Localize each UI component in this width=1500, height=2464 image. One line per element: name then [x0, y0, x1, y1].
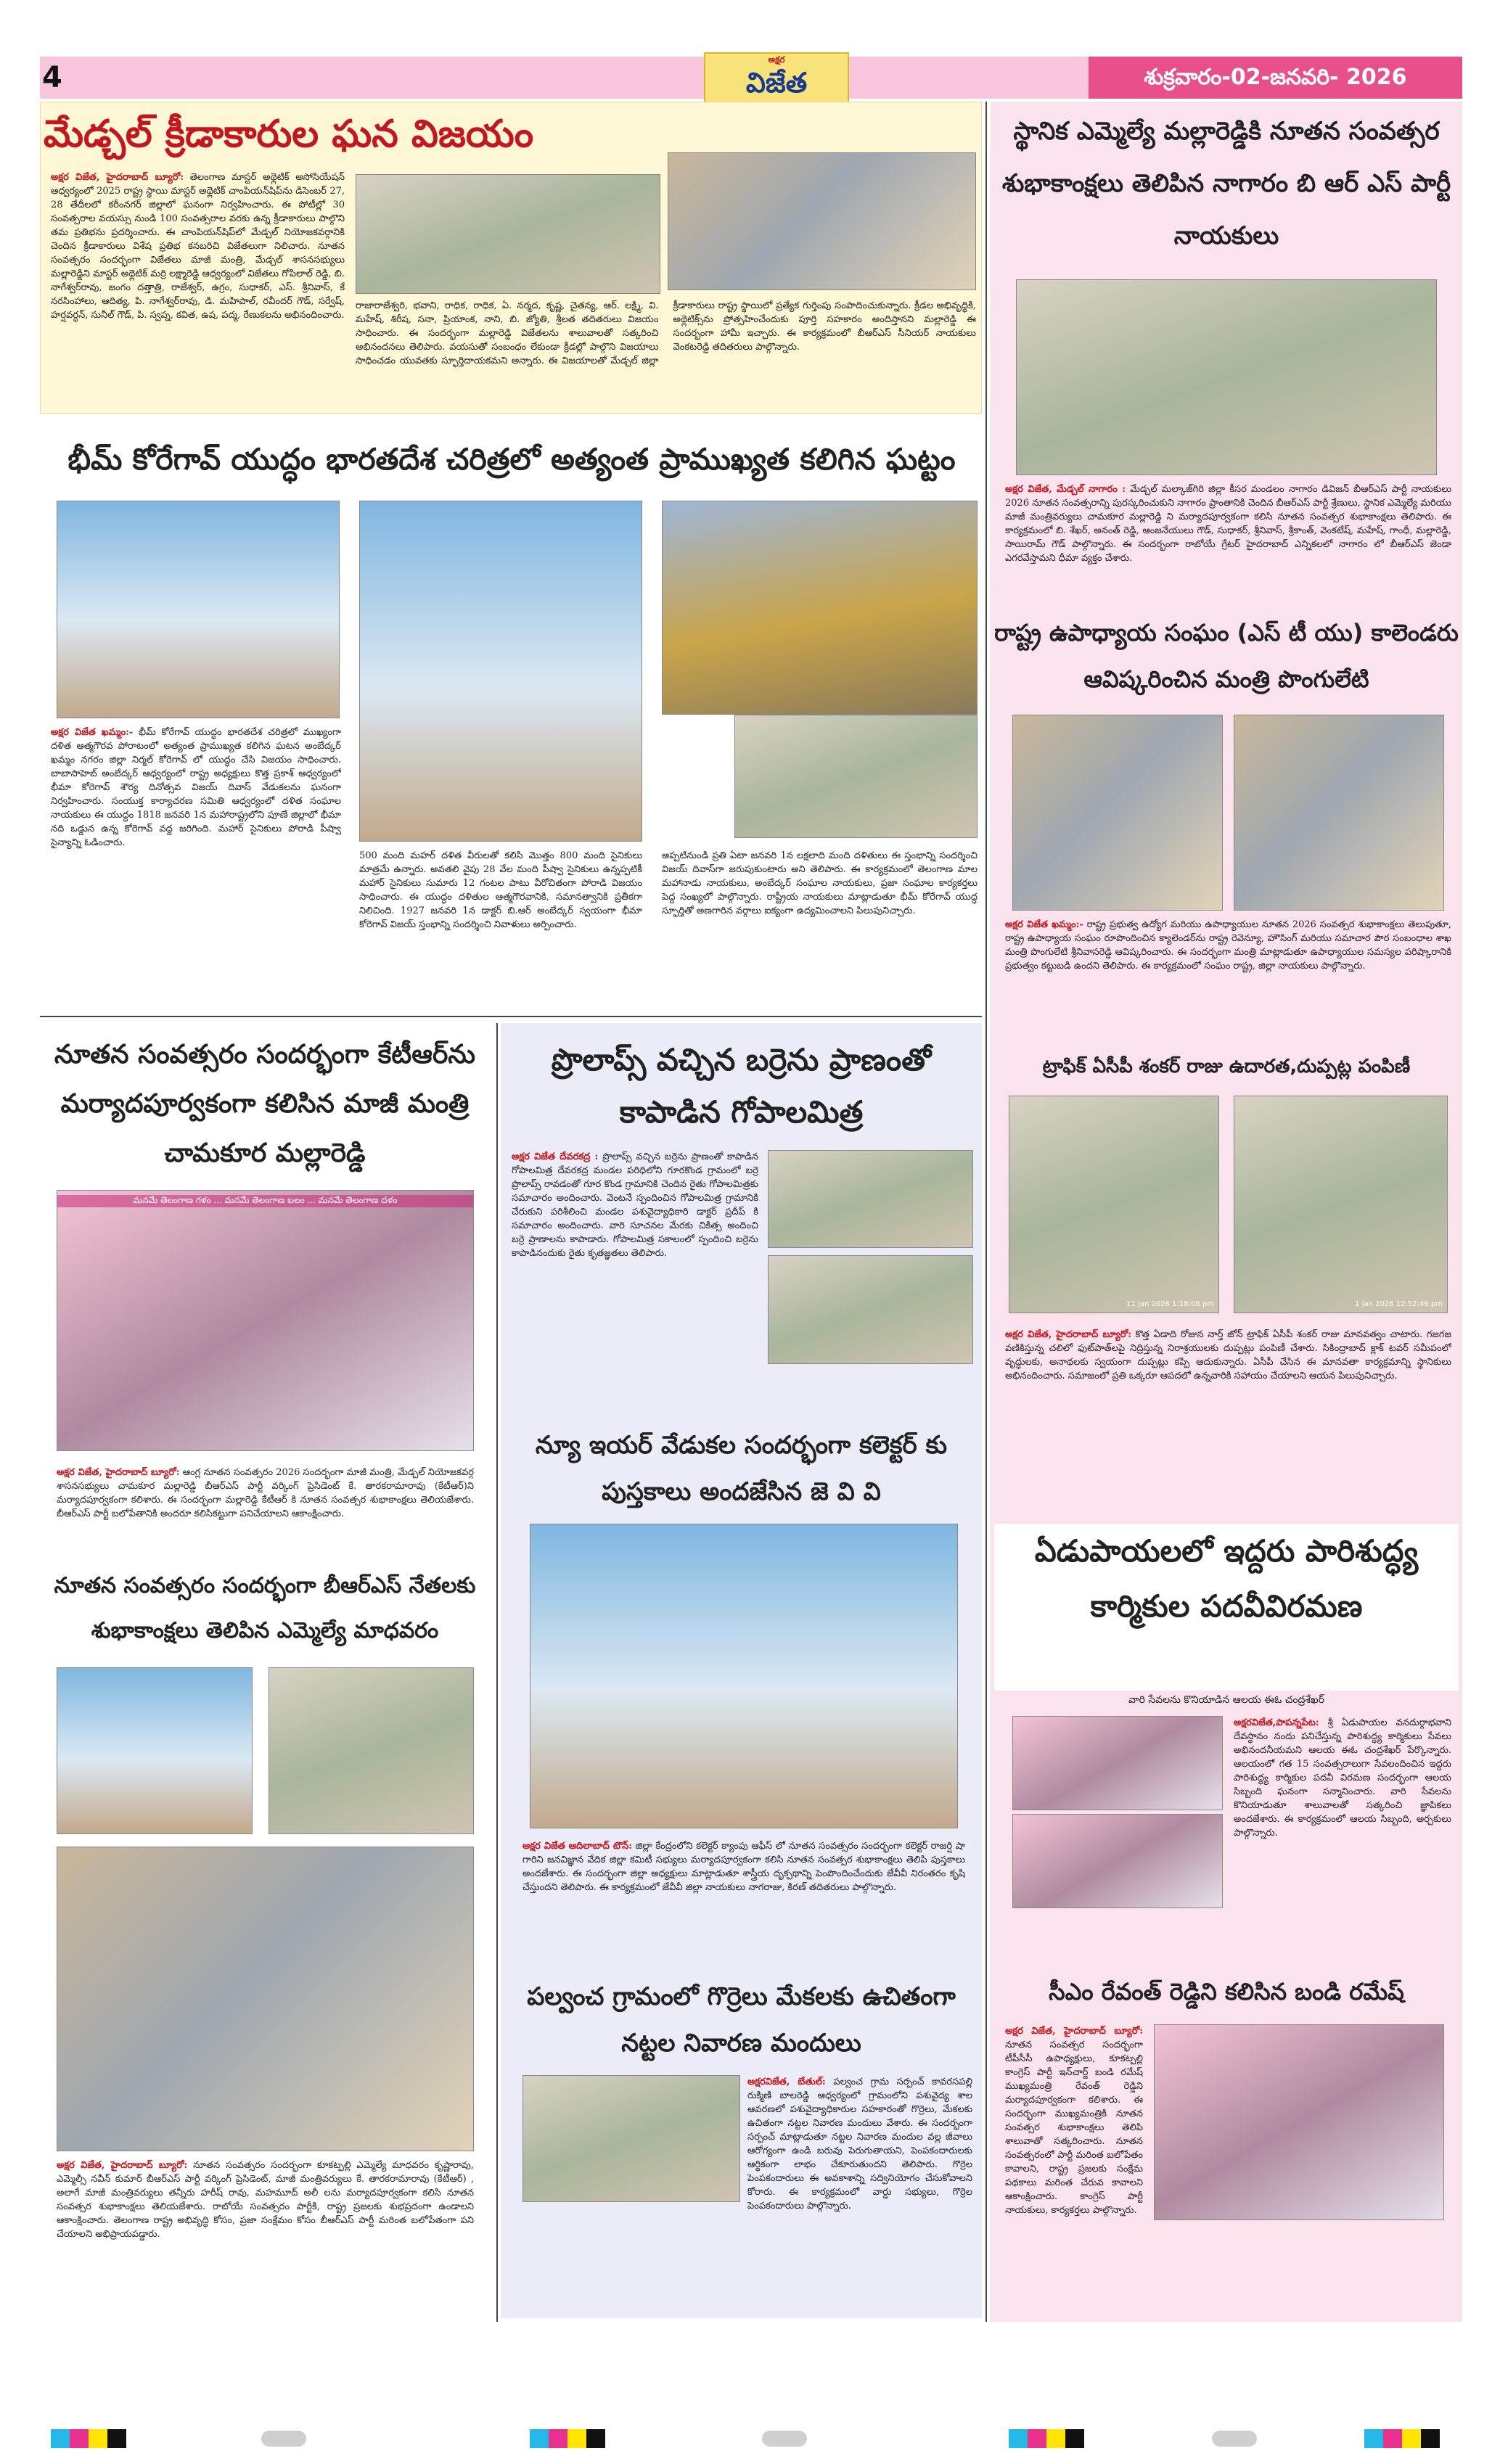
swatch-cyan-4 [1364, 2429, 1383, 2448]
sheep-photo [522, 2075, 740, 2202]
logo [704, 52, 849, 103]
medchal-body [51, 171, 345, 410]
traffic-photo-2 [1234, 1096, 1448, 1313]
madhavaram-body-text: నూతన సంవత్సరం సందర్భంగా కూకట్పల్లి ఎమ్మెల్యే మాధవరం కృష్ణారావు, ఎమ్మెల్సీ నవీన్ కుమార్ బీఆర్ఎస్ పార్టీ వర్కింగ్ ప్రెసిడెంట్, మాజీ మంత్రివర్యులు కే. తారకరామారావు (కేటీఆర్) , అలాగే మాజీ మంత్రివర్యులు తన్నీరు హరీష్ రావు, మహమూద్ అలీ లను మర్యాదపూర్వకంగా కలిసి నూతన సంవత్సర శుభాకాంక్షలు తెలియజేశారు. రాబోయే సంవత్సరం పార్టీకి, రాష్ట్ర ప్రజలకు శుభప్రదంగా ఉండాలని ఆకాంక్షించారు. తెలంగాణ రాష్ట్ర అభివృద్ధి కోసం, ప్రజా సంక్షేమం కోసం బీఆర్ఎస్ పార్టీ మరింత బలోపేతంగా పని చేయాలని అభిప్రాయపడ్డారు. [57, 2160, 474, 2240]
stu-body-text: రాష్ట్ర ప్రభుత్వ ఉద్యోగ మరియు ఉపాధ్యాయుల నూతన 2026 సంవత్సర శుభాకాంక్షలు తెలుపుతూ, రాష్ట్ర ఉపాధ్యాయ సంఘం రూపొందించిన క్యాలెండర్‌ను రాష్ట్ర రెవెన్యూ, హౌసింగ్ మరియు సమాచార పౌర సంబంధాల శాఖ మంత్రి పొంగులేటి శ్రీనివాసరెడ్డి ఆవిష్కరించారు. ఈ సందర్భంగా మంత్రి మాట్లాడుతూ ఉపాధ్యాయుల సమస్యల పరిష్కారానికి ప్రభుత్వం కట్టుబడి ఉందని తెలిపారు. ఈ కార్యక్రమంలో సంఘం రాష్ట్ర, జిల్లా నాయకులు పాల్గొన్నారు. [1005, 919, 1451, 972]
cm-body-text: నూతన సంవత్సర సందర్భంగా టీపీసీసీ ఉపాధ్యక్షులు, కూకట్పల్లి కాంగ్రెస్ పార్టీ ఇన్‌చార్జ్ బండి రమేష్ ముఖ్యమంత్రి రేవంత్ రెడ్డిని మర్యాదపూర్వకంగా కలిశారు. ఈ సందర్భంగా ముఖ్యమంత్రికి నూతన సంవత్సర శుభాకాంక్షలు తెలిపి శాలువాతో సత్కరించారు. నూతన సంవత్సరంలో పార్టీ మరింత బలోపేతం కావాలని, రాష్ట్ర ప్రజలకు సంక్షేమ పథకాలు మరింత చేరువ కావాలని ఆకాంక్షించారు. కాంగ్రెస్ పార్టీ నాయకులు, కార్యకర్తలు పాల్గొన్నారు. [1005, 2040, 1143, 2216]
cm-body-left [1005, 2024, 1143, 2300]
traffic-dateline: అక్షర విజేత, హైదరాబాద్ బ్యూరో: [1005, 1329, 1131, 1340]
bhima-body [51, 726, 341, 1009]
stu-headline: రాష్ట్ర ఉపాధ్యాయ సంఘం (ఎస్ టీ యు) కాలెండరు ఆవిష్కరించిన మంత్రి పొంగులేటి [994, 619, 1459, 693]
sanitation-subhead: వారి సేవలను కొనియాడిన ఆలయ ఈఓ చంద్రశేఖర్ [1128, 1694, 1325, 1706]
swatch-yellow-4 [1402, 2429, 1421, 2448]
madhavaram-dateline: అక్షర విజేత, హైదరాబాద్ బ్యూరో: [57, 2160, 188, 2171]
swatch-magenta-3 [1028, 2429, 1046, 2448]
medchal-headline: మేడ్చల్ క్రీడాకారుల ఘన విజయం [44, 112, 534, 156]
collector-photo [530, 1524, 958, 1828]
madhavaram-photo-3 [57, 1847, 474, 2151]
swatch-magenta-4 [1383, 2429, 1402, 2448]
swatch-magenta-2 [549, 2429, 567, 2448]
traffic-headline: ట్రాఫిక్ ఏసీపీ శంకర్ రాజు ఉదారత,దుప్పట్ల పంపిణీ [1042, 1056, 1411, 1077]
ktr-headline: నూతన సంవత్సరం సందర్భంగా కేటీఆర్‌ను మర్యాదపూర్వకంగా కలిసిన మాజీ మంత్రి చామకూర మల్లారెడ్డి [54, 1040, 476, 1168]
ktr-body-text: ఆంగ్ల నూతన సంవత్సరం 2026 సందర్భంగా మాజీ మంత్రి, మేడ్చల్ నియోజకవర్గ శాసనసభ్యులు చామకూర మల్లారెడ్డి బీఆర్ఎస్ పార్టీ వర్కింగ్ ప్రెసిడెంట్ కే. తారకరామారావు (కేటీఆర్)ని మర్యాదపూర్వకంగా కలిశారు. ఈ సందర్భంగా మల్లారెడ్డి కేటీఆర్ కి నూతన సంవత్సర శుభాకాంక్షలు తెలియజేశారు. బీఆర్ఎస్ పార్టీ బలోపేతానికి అందరూ కలిసికట్టుగా పనిచేయాలని ఆకాంక్షించారు. [57, 1467, 474, 1519]
cm-headline: సీఎం రేవంత్ రెడ్డిని కలిసిన బండి రమేష్ [1049, 1978, 1404, 2005]
v-divider-right [985, 102, 987, 2322]
gopalamitra-photo-1 [768, 1150, 973, 1248]
bhima-photo-1 [57, 501, 340, 718]
gopalamitra-headline: ప్రొలాప్స్ వచ్చిన బర్రెను ప్రాణంతో కాపాడిన గోపాలమిత్ర [551, 1042, 932, 1130]
swatch-cyan-1 [51, 2429, 70, 2448]
bhima-headline: భీమ్ కోరేగావ్ యుద్ధం భారతదేశ చరిత్రలో అత్యంత ప్రాముఖ్యత కలిగిన ఘట్టం [67, 442, 956, 477]
nagaram-body-text: మేడ్చల్ మల్కాజ్‌గిరి జిల్లా కీసర మండలం నాగారం డివిజన్ బీఆర్ఎస్ పార్టీ నాయకులు 2026 నూతన సంవత్సరాన్ని పురస్కరించుకుని నాగారం ప్రాంతానికి చెందిన బీఆర్ఎస్ పార్టీ శ్రేణులు, స్థానిక ఎమ్మెల్యే మరియు మాజీ మంత్రివర్యులు చామకూర మల్లారెడ్డి ని మర్యాదపూర్వకంగా కలిసి నూతన సంవత్సర శుభాకాంక్షలు తెలిపారు. ఈ కార్యక్రమంలో బి. శేఖర్, అనంత్ రెడ్డి, ఆంజనేయులు గౌడ్, సుధాకర్, శ్రీనివాస్, శ్రీకాంత్, వెంకటేష్, మహేష్, గాంధీ, మల్లారెడ్డి, సాయిరామ్ గౌడ్ పాల్గొన్నారు. ఈ సందర్భంగా రాబోయే గ్రేటర్ హైదరాబాద్ ఎన్నికలలో నాగారం లో బీఆర్ఎస్ జెండా ఎగరవేస్తామని ధీమా వ్యక్తం చేశారు. [1005, 484, 1451, 564]
bhima-photo-2 [359, 501, 642, 842]
swatch-magenta-1 [70, 2429, 89, 2448]
sanitation-dateline: అక్షరవిజేత,పాపన్నపేట: [1234, 1717, 1319, 1728]
sanitation-body-text: శ్రీ ఏడుపాయల వనదుర్గాభవాని దేవస్థానం నందు పనిచేస్తున్న పారిశుద్ధ్య కార్మికులు సేవలు అభినందనీయమని ఆలయ ఈఓ చంద్రశేఖర్ పేర్కొన్నారు. ఆలయంలో గత 15 సంవత్సరాలుగా సేవలందించిన ఇద్దరు పారిశుద్ధ్య కార్మికుల పదవీ విరమణ సందర్భంగా ఆలయ సిబ్బంది ఘనంగా సన్మానించారు. వారి సేవలను కొనియాడుతూ శాలువాలతో సత్కరించి జ్ఞాపికలు అందజేశారు. ఈ కార్యక్రమంలో ఆలయ సిబ్బంది, అర్చకులు పాల్గొన్నారు. [1234, 1717, 1451, 1839]
madhavaram-body [57, 2159, 474, 2304]
bhima-body-mid: 500 మంది మహర్ దళిత వీరులతో కలిసి మొత్తం 800 మంది సైనికులు మాత్రమే ఉన్నారు. అవతలి వైపు 28 వేల మంది పీష్వా సైనికులు ఉన్నప్పటికీ మహార్ సైనికులు సుమారు 12 గంటల పాటు వీరోచితంగా పోరాడి విజయం సాధించారు. ఈ యుద్ధం దళితుల ఆత్మగౌరవానికి, సమానత్వానికి ప్రతీకగా నిలిచింది. 1927 జనవరి 1న డాక్టర్ బి.ఆర్ అంబేద్కర్ స్వయంగా భీమా కోరెగావ్ విజయ్ స్తంభాన్ని సందర్శించి నివాళులు అర్పించారు. [359, 850, 642, 930]
issue-date [1089, 57, 1462, 99]
ktr-dateline: అక్షర విజేత, హైదరాబాద్ బ్యూరో: [57, 1467, 180, 1478]
sheep-dateline: అక్షరవిజేత, బేతుల్: [747, 2077, 826, 2087]
traffic-body-text: కొత్త ఏడాది రోజున నార్త్ జోన్ ట్రాఫిక్ ఏసీపీ శంకర్ రాజు మానవత్వం చాటారు. గజగజ వణికిస్తున్న చలిలో ఫుట్‌పాత్‌లపై నిద్రిస్తున్న నిరాశ్రయులకు దుప్పట్లు పంపిణీ చేశారు. సికింద్రాబాద్ క్లాక్ టవర్ సమీపంలో వృద్ధులకు, అనాథలకు స్వయంగా దుప్పట్లు కప్పి ఆదుకున్నారు. ఏసీపీ చేసిన ఈ మానవతా కార్యక్రమాన్ని స్థానికులు అభినందించారు. సమాజంలో ప్రతి ఒక్కరూ ఆపదలో ఉన్నవారికి సహాయం చేయాలని ఆయన పిలుపునిచ్చారు. [1005, 1329, 1451, 1381]
swatch-cyan-2 [530, 2429, 549, 2448]
swatch-black-2 [586, 2429, 605, 2448]
register-mark-1 [261, 2431, 306, 2447]
sanitation-headline: ఏడుపాయలలో ఇద్దరు పారిశుద్ధ్య కార్మికుల పదవీవిరమణ [994, 1524, 1459, 1691]
nagaram-body [1005, 482, 1451, 606]
swatch-yellow-1 [89, 2429, 107, 2448]
bhima-photo-statue [662, 501, 978, 715]
madhavaram-photo-2 [269, 1667, 474, 1834]
stu-dateline: అక్షర విజేత ఖమ్మం:- [1005, 919, 1083, 930]
ktr-body [57, 1466, 474, 1560]
swatch-yellow-2 [567, 2429, 586, 2448]
swatch-yellow-3 [1046, 2429, 1065, 2448]
page-number: 4 [42, 61, 62, 94]
collector-body-text: జిల్లా కేంద్రంలోని కలెక్టర్ క్యాంపు ఆఫీస్ లో నూతన సంవత్సరం సందర్భంగా కలెక్టర్ రాజర్షి షా గారిని జనవిజ్ఞాన వేదిక జిల్లా కమిటీ సభ్యులు మర్యాదపూర్వకంగా కలిసి నూతన సంవత్సర శుభాకాంక్షలు తెలిపి పుస్తకాలు అందజేశారు. ఈ సందర్భంగా జిల్లా అధ్యక్షులు మాట్లాడుతూ శాస్త్రీయ దృక్పథాన్ని పెంపొందించేందుకు జేవీవీ నిరంతరం కృషి చేస్తుందని తెలిపారు. ఈ కార్యక్రమంలో జేవీవీ జిల్లా నాయకులు నాగరాజు, కిరణ్ తదితరులు పాల్గొన్నారు. [522, 1841, 965, 1893]
cm-dateline: అక్షర విజేత, హైదరాబాద్ బ్యూరో: [1005, 2026, 1143, 2037]
logo-text: విజేత [745, 67, 808, 99]
gopalamitra-photo-2 [768, 1255, 973, 1364]
madhavaram-photo-1 [57, 1667, 253, 1834]
nagaram-photo [1016, 279, 1437, 475]
stu-body [1005, 918, 1451, 1038]
sheep-headline: పల్వంచ గ్రామంలో గొర్రెలు మేకలకు ఉచితంగా నట్టల నివారణ మందులు [527, 1982, 956, 2058]
nagaram-headline: స్థానిక ఎమ్మెల్యే మల్లారెడ్డికి నూతన సంవత్సర శుభాకాంక్షలు తెలిపిన నాగారం బి ఆర్ ఎస్ పార్టీ నాయకులు [1001, 117, 1451, 250]
collector-dateline: అక్షర విజేత ఆదిలాబాద్ టౌన్: [522, 1841, 633, 1852]
bhima-dateline: అక్షర విజేత ఖమ్మం:- [51, 727, 134, 738]
madhavaram-headline: నూతన సంవత్సరం సందర్భంగా బీఆర్ఎస్ నేతలకు శుభాకాంక్షలు తెలిపిన ఎమ్మెల్యే మాధవరం [54, 1573, 476, 1643]
ktr-photo-banner: మనమే తెలంగాణ గళం ... మనమే తెలంగాణ బలం ... మనమే తెలంగాణ దళం [57, 1195, 473, 1207]
sheep-body-text: పల్వంచ గ్రామ సర్పంచ్ కావరసపల్లి రుక్మిణి బాలరెడ్డి ఆధ్వర్యంలో గ్రామంలోని పశువైద్య శాల ఆవరణలో పశువైద్యాధికారుల సహకారంతో గొర్రెలు, మేకలకు ఉచితంగా నట్టల నివారణ మందులు వేశారు. ఈ సందర్భంగా సర్పంచ్ మాట్లాడుతూ నట్టల నివారణ మందుల వల్ల జీవాలు ఆరోగ్యంగా ఉండి బరువు పెరుగుతాయని, పెంపకందారులకు ఆర్థికంగా లాభం చేకూరుతుందని తెలిపారు. గొర్రెల పెంపకందారులు ఈ అవకాశాన్ని సద్వినియోగం చేసుకోవాలని కోరారు. ఈ కార్యక్రమంలో వార్డు సభ్యులు, గొర్రెల పెంపకందారులు పాల్గొన్నారు. [747, 2077, 972, 2212]
issue-date-text: శుక్రవారం-02-జనవరి- 2026 [1144, 65, 1407, 90]
traffic-photo-stamp-1: 11 Jan 2026 1:18:06 pm [1126, 1300, 1214, 1308]
stu-photo-2 [1234, 715, 1444, 911]
traffic-photo-1 [1009, 1096, 1219, 1313]
h-divider-1 [40, 1016, 982, 1017]
gopalamitra-body [512, 1150, 758, 1408]
sanitation-photo-2 [1012, 1814, 1223, 1908]
cm-photo [1154, 2024, 1444, 2220]
medchal-dateline: అక్షర విజేత, హైదరాబాద్ బ్యూరో: [51, 172, 184, 183]
collector-body [522, 1839, 965, 1966]
swatch-black-3 [1065, 2429, 1084, 2448]
gopalamitra-dateline: అక్షర విజేత దేవరకద్ర : [512, 1151, 599, 1162]
v-divider-mid [496, 1023, 498, 2322]
medchal-photo-group [356, 174, 660, 294]
gopalamitra-body-text: ప్రొలాప్స్ వచ్చిన బర్రెను ప్రాణంతో కాపాడిన గోపాలమిత్ర దేవరకద్ర మండల పరిధిలోని గూరకొండ గ్రామంలో బర్రె ప్రొలాప్స్ రావడంతో గూర కొండ గ్రామానికి చెందిన రైతు గోపాలమిత్రకు సమాచారం అందించారు. వెంటనే స్పందించిన గోపాలమిత్ర గ్రామానికి చేరుకుని పరిశీలించి మండల పశువైద్యాధికారి డాక్టర్ ప్రదీప్ కి సమాచారం అందించారు. వారి సూచనల మేరకు చికిత్స అందించి బర్రె ప్రాణాలను కాపాడారు. గోపాలమిత్ర సకాలంలో స్పందించి బర్రెను కాపాడినందుకు రైతు కృతజ్ఞతలు తెలిపారు. [512, 1151, 758, 1259]
sanitation-photo-1 [1012, 1716, 1223, 1810]
bhima-photo-3 [734, 715, 978, 838]
swatch-cyan-3 [1009, 2429, 1028, 2448]
register-mark-3 [1212, 2431, 1257, 2447]
ktr-photo [57, 1190, 474, 1451]
register-mark-2 [762, 2431, 807, 2447]
bhima-body-text: భీమ్ కోరేగావ్ యుద్ధం భారతదేశ చరిత్రలో ముఖ్యంగా దళిత ఆత్మగౌరవ పోరాటంలో అత్యంత ప్రాముఖ్యత కలిగిన ఘటన అంబేద్కర్ ఖమ్మం నగరం జిల్లా నిర్మల్ కోరెగావ్ లో యుద్ధం చేసి విజయం సాధించారు. బాబాసాహెబ్ అంబేద్కర్ ఆధ్వర్యంలో రాష్ట్ర అధ్యక్షులు కొత్త ప్రకాశ్ ఆధ్వర్యంలో భీమా కోరెగావ్ శౌర్య దినోత్సవ విజయ్ దివాస్ వేడుకలను ఘనంగా నిర్వహించారు. సంయుక్త కార్యాచరణ సమితి ఆధ్వర్యంలో దళిత సంఘాల నాయకులు ఈ యుద్ధం 1818 జనవరి 1న మహారాష్ట్రలోని పూణే జిల్లాలో భీమా నది ఒడ్డున ఉన్న కోరెగావ్ వద్ద జరిగింది. మహార్ సైనికులు పోరాడి పీష్వా సైన్యాన్ని ఓడించారు. [51, 727, 341, 848]
collector-headline: న్యూ ఇయర్ వేడుకల సందర్భంగా కలెక్టర్ కు పుస్తకాలు అందజేసిన జె వి వి [535, 1431, 948, 1506]
nagaram-dateline: అక్షర విజేత, మేడ్చల్ నాగారం : [1005, 484, 1126, 495]
traffic-photo-stamp-2: 1 Jan 2026 12:52:49 pm [1355, 1300, 1443, 1308]
sanitation-body [1234, 1716, 1451, 1963]
traffic-body [1005, 1328, 1451, 1509]
medchal-photo-award [668, 152, 976, 290]
sheep-body [747, 2075, 972, 2307]
swatch-black-4 [1421, 2429, 1440, 2448]
swatch-black-1 [107, 2429, 126, 2448]
logo-small-text: అక్షర [768, 54, 785, 65]
stu-photo-1 [1012, 715, 1223, 911]
medchal-body-2: రాజారాజేశ్వరి, భవాని, రాధిక, రాధిక, ఏ. నర్మద, కృష్ణ, చైతన్య, ఆర్. లక్ష్మి, వి. మహేష్, శిరీష, సనా, ప్రియాంక, నాని, బి. జ్యోతి, శ్రీలత తదితరులు విజయం సాధించారు. ఈ సందర్భంగా మల్లారెడ్డి విజేతలను శాలువాలతో సత్కరించి అభినందనలు తెలిపారు. వయసుతో సంబంధం లేకుండా క్రీడల్లో పాల్గొని విజయాలు సాధించడం యువతకు స్ఫూర్తిదాయకమని అన్నారు. ఈ విజయాలతో మేడ్చల్ జిల్లా క్రీడాకారులు రాష్ట్ర స్థాయిలో ప్రత్యేక గుర్తింపు సంపాదించుకున్నారు. క్రీడల అభివృద్ధికి, అథ్లెటిక్స్‌ను ప్రోత్సహించేందుకు పూర్తి సహకారం అందిస్తానని మల్లారెడ్డి ఈ సందర్భంగా హామీ ఇచ్చారు. ఈ కార్యక్రమంలో బీఆర్ఎస్ సీనియర్ నాయకులు వెంకటరెడ్డి తదితరులు పాల్గొన్నారు. [356, 300, 976, 366]
bhima-body-right: అప్పటినుండి ప్రతి ఏటా జనవరి 1న లక్షలాది మంది దళితులు ఈ స్తంభాన్ని సందర్శించి విజయ్ దివాస్‌గా జరుపుకుంటారు అని తెలిపారు. ఈ కార్యక్రమంలో తెలంగాణ మాల మహానాడు నాయకులు, అంబేద్కర్ సంఘాల నాయకులు, ప్రజా సంఘాల కార్యకర్తలు పెద్ద సంఖ్యలో పాల్గొన్నారు. రాష్ట్రీయ నాయకులు మాట్లాడుతూ భీమ్ కోరేగావ్ యుద్ధ స్ఫూర్తితో అణగారిన వర్గాలు ఐక్యంగా ఉద్యమించాలని పిలుపునిచ్చారు. [662, 850, 978, 916]
medchal-body-text: తెలంగాణ మాస్టర్ అథ్లెటిక్ అసోసియేషన్ ఆధ్వర్యంలో 2025 రాష్ట్ర స్థాయి మాస్టర్ అథ్లెటిక్ చాంపియన్‌షిప్‌ను డిసెంబర్ 27, 28 తేదీలలో కరీంనగర్ జిల్లాలో ఘనంగా నిర్వహించారు. ఈ పోటీల్లో 30 సంవత్సరాల వయస్సు నుండి 100 సంవత్సరాల వరకు ఉన్న క్రీడాకారులు పాల్గొని తమ ప్రతిభను ప్రదర్శించారు. ఈ చాంపియన్‌షిప్‌లో మేడ్చల్ నియోజకవర్గానికి చెందిన క్రీడాకారులు విశేష ప్రతిభ కనబరిచి విజేతలుగా నిలిచారు. నూతన సంవత్సరం సందర్భంగా విజేతలు మాజీ మంత్రి, మేడ్చల్ శాసనసభ్యులు మల్లారెడ్డిని మాస్టర్ అథ్లెటిక్ మర్రి లక్ష్మారెడ్డి ఆధ్వర్యంలో విజేతలు గోపిలాల్ రెడ్డి, బి. నాగేశ్వర్‌రావు, జంగం దత్తాత్రి, రాజేశ్వర్, ఉగ్రం, సుధాకర్, ఎస్. శ్రీనివాస్, కే నరసింహాలు, ఆదిత్య, పి. నాగేశ్వర్‌రావు, డి. మహిపాల్, రవీందర్ గౌడ్, సర్వేష్, హర్షవర్ధన్, సునీల్ గౌడ్, పి. స్వప్న, కవిత, ఉష, పద్మ, రేణుకలను అభినందించారు. [51, 172, 345, 321]
